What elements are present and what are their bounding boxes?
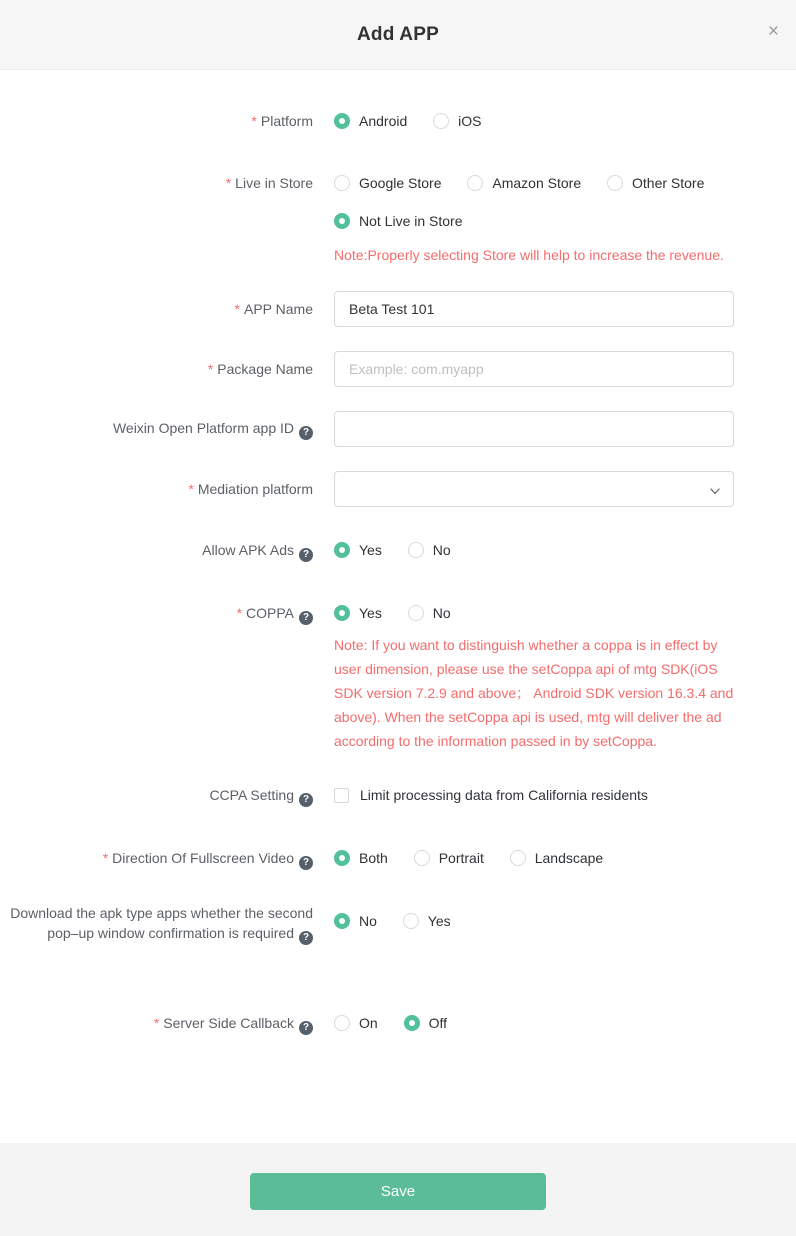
radio-label: Google Store (359, 175, 442, 191)
dialog-body (0, 70, 796, 1143)
label-text: Platform (260, 113, 313, 129)
required-asterisk: * (251, 113, 257, 129)
radio-callback-off[interactable] (404, 1014, 447, 1032)
live-in-store-row (0, 174, 796, 267)
allow-apk-ads-label (0, 541, 313, 562)
required-asterisk: * (225, 175, 232, 191)
radio-selected-icon (334, 113, 350, 129)
radio-direction-both[interactable] (334, 849, 388, 867)
radio-label: Amazon Store (492, 175, 582, 191)
ccpa-row (0, 786, 796, 807)
coppa-label (0, 604, 313, 625)
required-asterisk: * (102, 850, 109, 866)
radio-unselected-icon (408, 542, 424, 558)
dialog-title: Add APP (357, 23, 439, 45)
store-options-line2 (334, 212, 796, 232)
store-note: Note:Properly selecting Store will help to increase the revenue. (334, 247, 724, 263)
help-icon[interactable]: ? (299, 426, 313, 440)
fullscreen-direction-label (0, 849, 313, 870)
radio-other-store[interactable] (607, 174, 704, 192)
radio-callback-on[interactable] (334, 1014, 378, 1032)
chevron-down-icon (709, 484, 721, 500)
radio-label: iOS (458, 113, 482, 129)
radio-ios[interactable] (433, 112, 481, 130)
radio-apk-confirm-no[interactable] (334, 912, 377, 930)
required-asterisk: * (207, 361, 214, 377)
radio-label: Yes (359, 542, 382, 558)
radio-unselected-icon (467, 175, 483, 191)
checkbox-label-text: Limit processing data from California residents (360, 787, 648, 803)
label-text: Mediation platform (197, 481, 313, 497)
fullscreen-direction-row (0, 849, 796, 870)
radio-unselected-icon (334, 1015, 350, 1031)
label-text: Server Side Callback (163, 1015, 294, 1031)
radio-label: Other Store (632, 175, 705, 191)
ccpa-checkbox-option[interactable] (334, 786, 648, 804)
radio-unselected-icon (408, 605, 424, 621)
radio-label: No (432, 542, 451, 558)
mediation-platform-row (0, 471, 796, 507)
help-icon[interactable]: ? (299, 611, 313, 625)
radio-selected-icon (334, 913, 350, 929)
label-text: Weixin Open Platform app ID (112, 419, 294, 436)
apk-confirm-label (0, 903, 313, 945)
radio-label: Both (359, 850, 388, 866)
radio-direction-portrait[interactable] (414, 849, 484, 867)
label-text: Allow APK Ads (202, 542, 294, 558)
radio-label: Portrait (438, 850, 484, 866)
dialog-header (0, 0, 796, 70)
package-name-input[interactable] (334, 351, 734, 387)
radio-selected-icon (404, 1015, 420, 1031)
radio-apk-ads-yes[interactable] (334, 541, 382, 559)
radio-apk-confirm-yes[interactable] (403, 912, 451, 930)
required-asterisk: * (188, 481, 194, 497)
allow-apk-ads-options (334, 541, 796, 561)
ccpa-label (0, 786, 313, 807)
checkbox-unchecked-icon[interactable] (334, 788, 349, 803)
required-asterisk: * (234, 301, 240, 317)
required-asterisk: * (236, 605, 243, 621)
radio-label: On (359, 1015, 378, 1031)
platform-options (334, 112, 796, 132)
radio-unselected-icon (414, 850, 430, 866)
apk-confirm-row (0, 903, 796, 945)
mediation-platform-select[interactable] (334, 471, 734, 507)
fullscreen-direction-options (334, 849, 796, 869)
label-text: CCPA Setting (209, 787, 294, 803)
label-text: APP Name (244, 301, 313, 317)
coppa-row (0, 604, 796, 753)
help-icon[interactable]: ? (299, 548, 313, 562)
radio-label: Yes (359, 605, 382, 621)
radio-amazon-store[interactable] (467, 174, 581, 192)
radio-label: Not Live in Store (359, 213, 463, 229)
radio-unselected-icon (433, 113, 449, 129)
platform-label (0, 112, 313, 130)
radio-unselected-icon (403, 913, 419, 929)
radio-unselected-icon (334, 175, 350, 191)
radio-android[interactable] (334, 112, 407, 130)
label-text: Live in Store (235, 175, 313, 191)
radio-label: No (432, 605, 451, 621)
coppa-note: Note: If you want to distinguish whether a coppa is in effect by user dimension, please use the setCoppa api of mtg SDK(iOS SDK version 7.2.9 and above； Android SDK version 16.3.4 and above). When the setCoppa api is used, mtg will deliver the ad according to the information passed in by setCoppa. (334, 637, 734, 749)
dialog-footer (0, 1143, 796, 1236)
radio-selected-icon (334, 605, 350, 621)
coppa-options (334, 604, 796, 753)
help-icon[interactable]: ? (299, 856, 313, 870)
radio-google-store[interactable] (334, 174, 442, 192)
radio-selected-icon (334, 542, 350, 558)
label-text: Download the apk type apps whether the second pop–up window confirmation is required (10, 905, 313, 941)
radio-not-live-in-store[interactable] (334, 212, 463, 230)
help-icon[interactable]: ? (299, 931, 313, 945)
radio-label: Yes (427, 913, 451, 929)
radio-unselected-icon (607, 175, 623, 191)
radio-selected-icon (334, 213, 350, 229)
radio-label: No (359, 913, 377, 929)
label-text: COPPA (246, 605, 294, 621)
package-name-row (0, 351, 796, 387)
server-callback-label (0, 1014, 313, 1035)
required-asterisk: * (153, 1015, 160, 1031)
server-callback-row (0, 1014, 796, 1035)
label-text: Direction Of Fullscreen Video (112, 850, 294, 866)
app-name-input[interactable] (334, 291, 734, 327)
help-icon[interactable]: ? (299, 793, 313, 807)
weixin-app-id-input[interactable] (334, 411, 734, 447)
radio-label: Landscape (534, 850, 604, 866)
radio-coppa-yes[interactable] (334, 604, 382, 622)
mediation-platform-label (0, 480, 313, 498)
radio-coppa-no[interactable] (408, 604, 451, 622)
allow-apk-ads-row (0, 541, 796, 562)
live-in-store-options (334, 174, 796, 267)
label-text: Package Name (217, 361, 313, 377)
radio-unselected-icon (510, 850, 526, 866)
apk-confirm-options (334, 903, 796, 932)
package-name-label (0, 360, 313, 378)
radio-selected-icon (334, 850, 350, 866)
radio-label: Off (428, 1015, 447, 1031)
radio-apk-ads-no[interactable] (408, 541, 451, 559)
save-button[interactable]: Save (250, 1173, 546, 1210)
store-options-line1 (334, 174, 796, 194)
help-icon[interactable]: ? (299, 1021, 313, 1035)
live-in-store-label (0, 174, 313, 192)
app-name-row (0, 291, 796, 327)
weixin-app-id-row (0, 411, 796, 447)
radio-direction-landscape[interactable] (510, 849, 604, 867)
radio-label: Android (359, 113, 408, 129)
server-callback-options (334, 1014, 796, 1034)
app-name-label (0, 300, 313, 318)
weixin-app-id-label (0, 419, 313, 440)
platform-row (0, 112, 796, 132)
close-icon[interactable]: × (767, 21, 779, 42)
